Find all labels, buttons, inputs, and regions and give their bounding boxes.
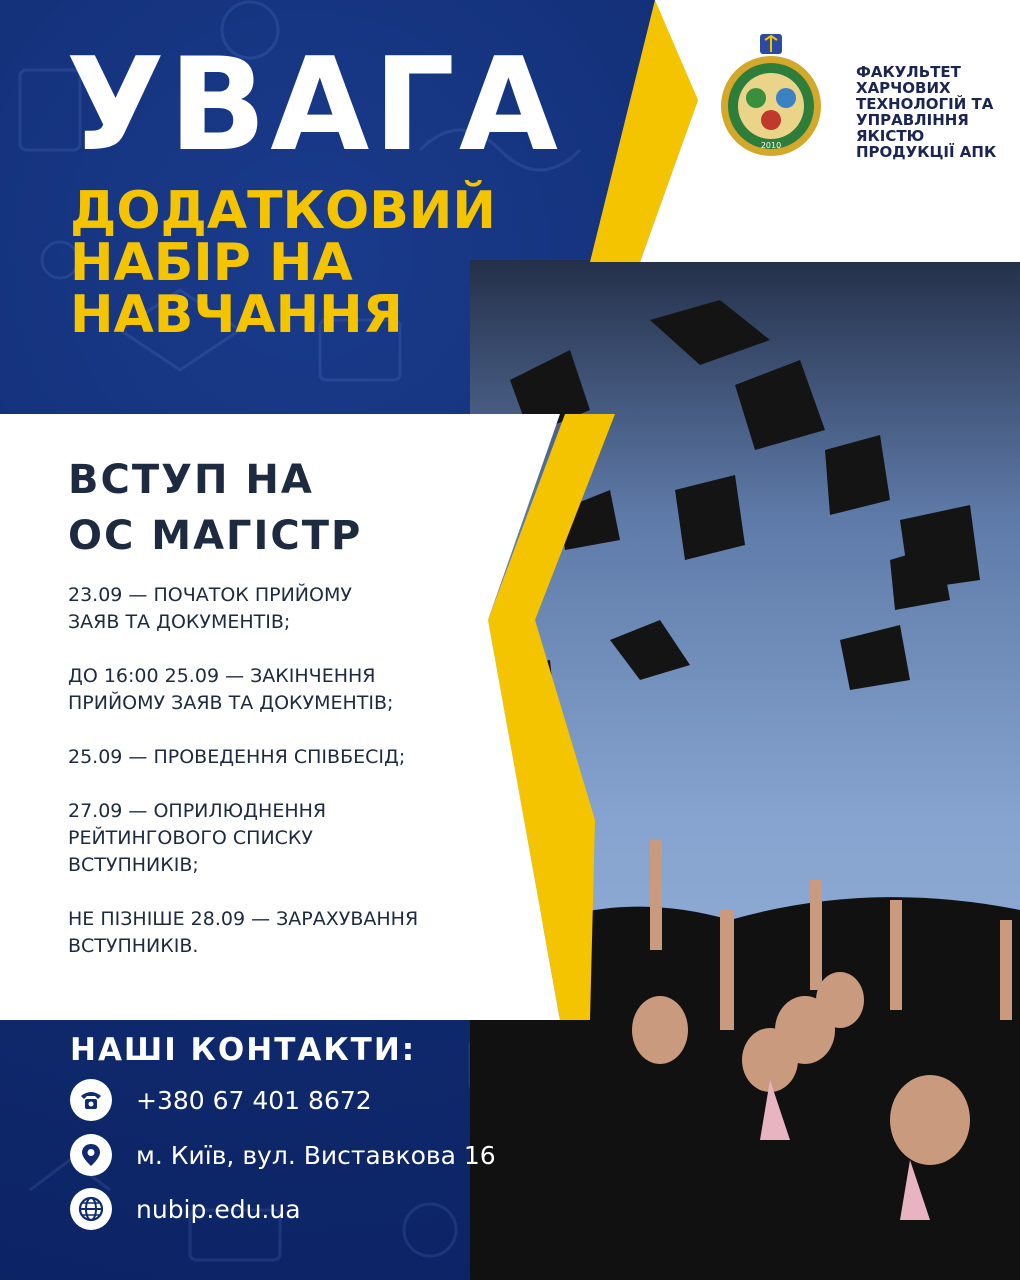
contact-phone-text: +380 67 401 8672 (136, 1085, 372, 1115)
contact-address-text: м. Київ, вул. Виставкова 16 (136, 1140, 496, 1170)
faculty-name-line: ПРОДУКЦІЇ АПК (856, 143, 997, 161)
schedule-line: РЕЙТИНГОВОГО СПИСКУ (68, 827, 313, 849)
schedule-item (68, 906, 498, 960)
faculty-name (856, 64, 1020, 160)
schedule-line: 25.09 — ПРОВЕДЕННЯ СПІВБЕСІД; (68, 746, 406, 768)
page-title: УВАГА (66, 31, 562, 180)
schedule-list (68, 582, 498, 987)
faculty-name-line: ТЕХНОЛОГІЙ ТА (856, 95, 994, 113)
schedule-line: ЗАЯВ ТА ДОКУМЕНТІВ; (68, 611, 291, 633)
schedule-line: ВСТУПНИКІВ. (68, 935, 199, 957)
schedule-line: ПРИЙОМУ ЗАЯВ ТА ДОКУМЕНТІВ; (68, 692, 394, 714)
schedule-line: ВСТУПНИКІВ; (68, 854, 199, 876)
location-pin-icon (70, 1134, 112, 1176)
contact-website[interactable] (70, 1187, 301, 1231)
schedule-line: 27.09 — ОПРИЛЮДНЕННЯ (68, 800, 327, 822)
contact-website-text: nubip.edu.ua (136, 1194, 301, 1224)
contact-address[interactable] (70, 1133, 496, 1177)
subtitle-line: ДОДАТКОВИЙ (70, 181, 496, 241)
faculty-name-line: ФАКУЛЬТЕТ (856, 63, 961, 81)
schedule-item (68, 744, 498, 771)
globe-icon (70, 1188, 112, 1230)
faculty-name-line: ЯКІСТЮ (856, 127, 925, 145)
faculty-name-line: ХАРЧОВИХ (856, 79, 951, 97)
entry-heading (68, 452, 362, 564)
faculty-block (716, 24, 1016, 184)
subtitle (70, 181, 540, 345)
entry-heading-line: ВСТУП НА (68, 457, 314, 503)
schedule-line: НЕ ПІЗНІШЕ 28.09 — ЗАРАХУВАННЯ (68, 908, 419, 930)
subtitle-line: НАВЧАННЯ (70, 285, 403, 345)
contacts-title: НАШІ КОНТАКТИ: (70, 1032, 417, 1068)
schedule-item (68, 582, 498, 636)
phone-icon (70, 1079, 112, 1121)
faculty-emblem-icon (716, 24, 836, 174)
logo-year: 2010 (760, 141, 782, 150)
faculty-name-line: УПРАВЛІННЯ (856, 111, 969, 129)
schedule-item (68, 663, 498, 717)
schedule-line: ДО 16:00 25.09 — ЗАКІНЧЕННЯ (68, 665, 376, 687)
schedule-item (68, 798, 498, 879)
entry-heading-line: ОС МАГІСТР (68, 513, 363, 559)
contact-phone[interactable] (70, 1078, 372, 1122)
subtitle-line: НАБІР НА (70, 233, 353, 293)
schedule-line: 23.09 — ПОЧАТОК ПРИЙОМУ (68, 584, 352, 606)
